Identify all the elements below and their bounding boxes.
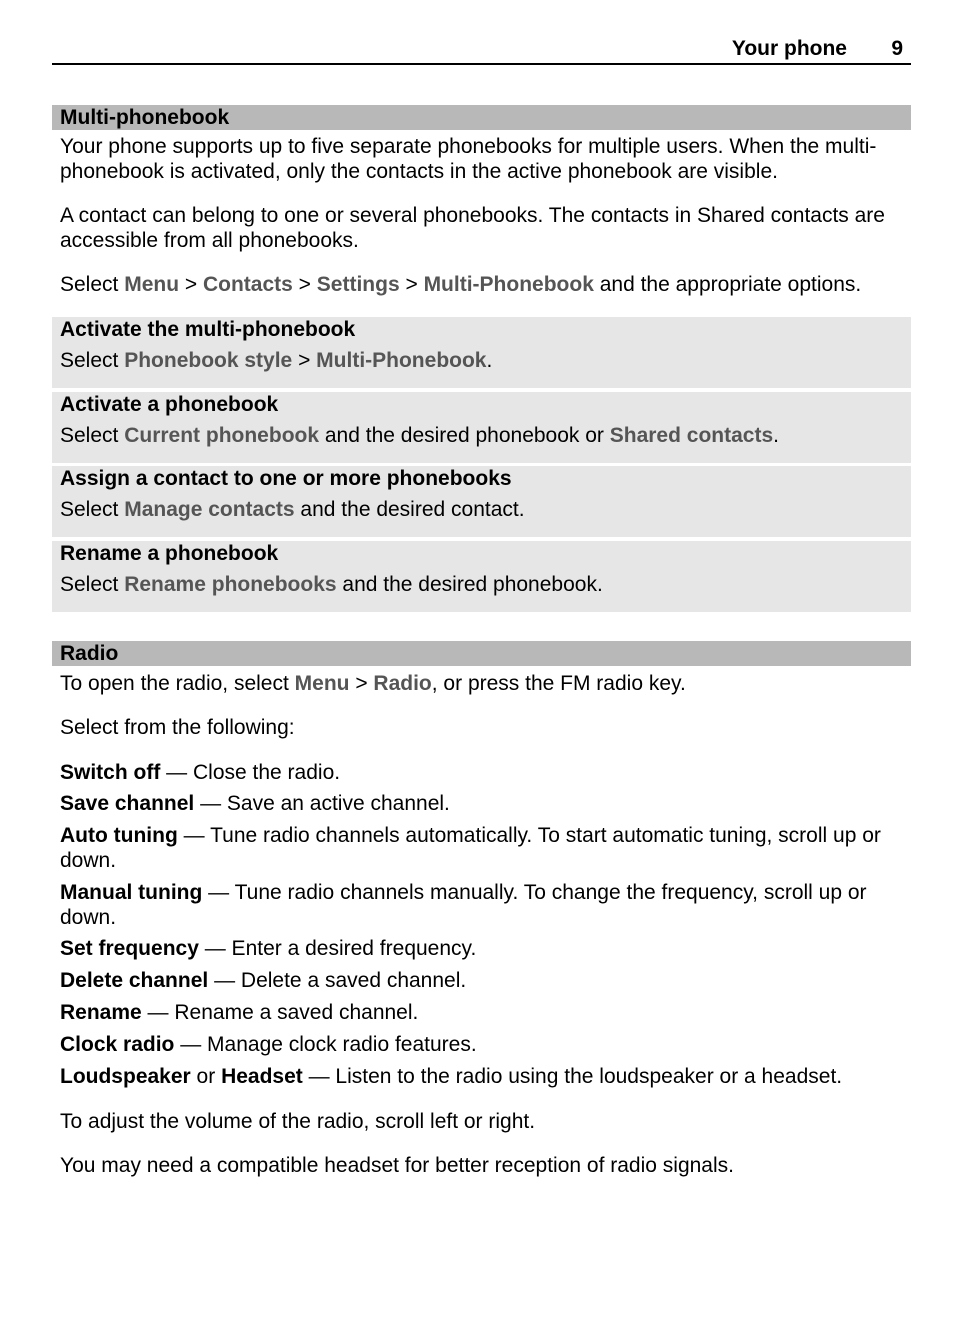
radio-paragraph-3: To adjust the volume of the radio, scroll left or right.	[60, 1110, 536, 1133]
multi-paragraph-2: A contact can belong to one or several phonebooks. The contacts in Shared contacts are accessible from all phonebooks.	[60, 204, 885, 252]
section-title-radio: Radio	[52, 641, 911, 666]
tip-box-title: Activate the multi-phonebook	[60, 318, 356, 341]
radio-option: Switch off — Close the radio.	[60, 761, 341, 784]
tip-box-rename-phonebook	[52, 541, 911, 612]
section-title-multi-phonebook: Multi-phonebook	[52, 105, 911, 130]
radio-option: Rename — Rename a saved channel.	[60, 1001, 419, 1024]
menu-path-menu: Menu	[294, 672, 350, 695]
menu-path-radio: Radio	[373, 672, 432, 695]
tip-box-title: Activate a phonebook	[60, 393, 279, 416]
tip-box-text: Select Rename phonebooks and the desired phonebook.	[60, 573, 603, 596]
menu-path-menu: Menu	[124, 273, 180, 296]
multi-paragraph-1: Your phone supports up to five separate phonebooks for multiple users. When the multi-phonebook is activated, only the contacts in the active phonebook are visible.	[60, 135, 877, 183]
running-header-title: Your phone	[731, 37, 847, 60]
radio-option-loudspeaker: Loudspeaker or Headset — Listen to the radio using the loudspeaker or a headset.	[60, 1065, 843, 1088]
tip-box-assign-contact	[52, 466, 911, 537]
radio-option: Manual tuning — Tune radio channels manually. To change the frequency, scroll up or down.	[60, 881, 867, 929]
tip-box-title: Rename a phonebook	[60, 542, 279, 565]
radio-paragraph-2: Select from the following:	[60, 716, 295, 739]
menu-path-contacts: Contacts	[202, 273, 293, 296]
radio-option: Save channel — Save an active channel.	[60, 792, 450, 815]
page-number: 9	[891, 37, 903, 60]
radio-paragraph-1: To open the radio, select Menu > Radio, or press the FM radio key.	[60, 672, 686, 695]
tip-box-title: Assign a contact to one or more phonebooks	[60, 467, 512, 490]
tip-box-activate-multi-phonebook	[52, 317, 911, 388]
radio-paragraph-4: You may need a compatible headset for better reception of radio signals.	[60, 1154, 734, 1177]
tip-box-text: Select Phonebook style > Multi-Phonebook.	[60, 349, 493, 372]
radio-option: Auto tuning — Tune radio channels automatically. To start automatic tuning, scroll up or down.	[60, 824, 881, 872]
radio-option: Delete channel — Delete a saved channel.	[60, 969, 467, 992]
tip-box-activate-phonebook	[52, 392, 911, 463]
radio-option: Clock radio — Manage clock radio features.	[60, 1033, 477, 1056]
radio-option: Set frequency — Enter a desired frequency.	[60, 937, 477, 960]
tip-box-text: Select Manage contacts and the desired contact.	[60, 498, 525, 521]
menu-path-settings: Settings	[316, 273, 400, 296]
page-header	[52, 36, 911, 65]
menu-path-multi-phonebook: Multi-Phonebook	[423, 273, 594, 296]
multi-paragraph-3: Select Menu > Contacts > Settings > Multi-Phonebook and the appropriate options.	[60, 273, 862, 296]
tip-box-text: Select Current phonebook and the desired phonebook or Shared contacts.	[60, 424, 779, 447]
